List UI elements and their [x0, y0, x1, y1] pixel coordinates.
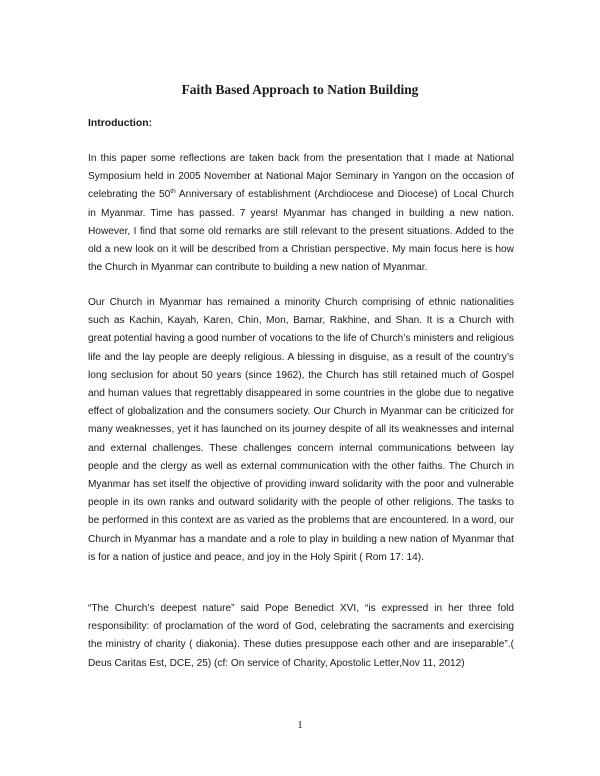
page-number: 1	[297, 719, 303, 731]
paragraph-2: Our Church in Myanmar has remained a minority Church comprising of ethnic nationalities such as Kachin, Kayah, Karen, Chin, Mon, Bamar, Rakhine, and Shan. It is a Church with great potential having a good number of vocations to the life of Church’s ministers and religious life and the lay people are deeply religious. A blessing in disguise, as a result of the country’s long seclusion for about 50 years (since 1962), the Church has still retained much of Gospel and human values that regrettably disappeared in some countries in the globe due to negative effect of globalization and the consumers society. Our Church in Myanmar can be criticized for many weaknesses, yet it has launched on its journey despite of all its weaknesses and internal and external challenges. These challenges concern internal communications between lay people and the clergy as well as external communication with the other faiths. The Church in Myanmar has set itself the objective of providing inward solidarity with the poor and vulnerable people in its own ranks and outward solidarity with the people of other religions. The tasks to be performed in this context are as varied as the problems that are encountered. In a word, our Church in Myanmar has a mandate and a role to play in building a new nation of Myanmar that is for a nation of justice and peace, and joy in the Holy Spirit ( Rom 17: 14).	[88, 297, 514, 563]
section-heading-introduction: Introduction:	[88, 118, 153, 129]
paragraph-1-text-b: Anniversary of establishment (Archdiocese and Diocese) of Local Church in Myanmar. Time has passed. 7 years! Myanmar has changed in building a new nation. However, I find that some old remarks are still relevant to the present situations. Added to the old a new look on it will be described from a Christian perspective. My main focus here is how the Church in Myanmar can contribute to building a new nation of Myanmar.	[88, 189, 514, 274]
ordinal-superscript: th	[170, 188, 176, 196]
paragraph-1-text-a: In this paper some reflections are taken back from the presentation that I made at National Symposium held in 2005 November at National Major Seminary in Yangon on the occasion of celebrating the 50	[88, 153, 514, 201]
paragraph-3-quote: “The Church’s deepest nature” said Pope Benedict XVI, “is expressed in her three fold responsibility: of proclamation of the word of God, celebrating the sacraments and exercising the ministry of charity ( diakonia). These duties presuppose each other and are inseparable”.( Deus Caritas Est, DCE, 25) (cf: On service of Charity, Apostolic Letter,Nov 11, 2012)	[88, 603, 514, 669]
document-title: Faith Based Approach to Nation Building	[181, 82, 419, 97]
paragraph-1	[88, 150, 514, 277]
